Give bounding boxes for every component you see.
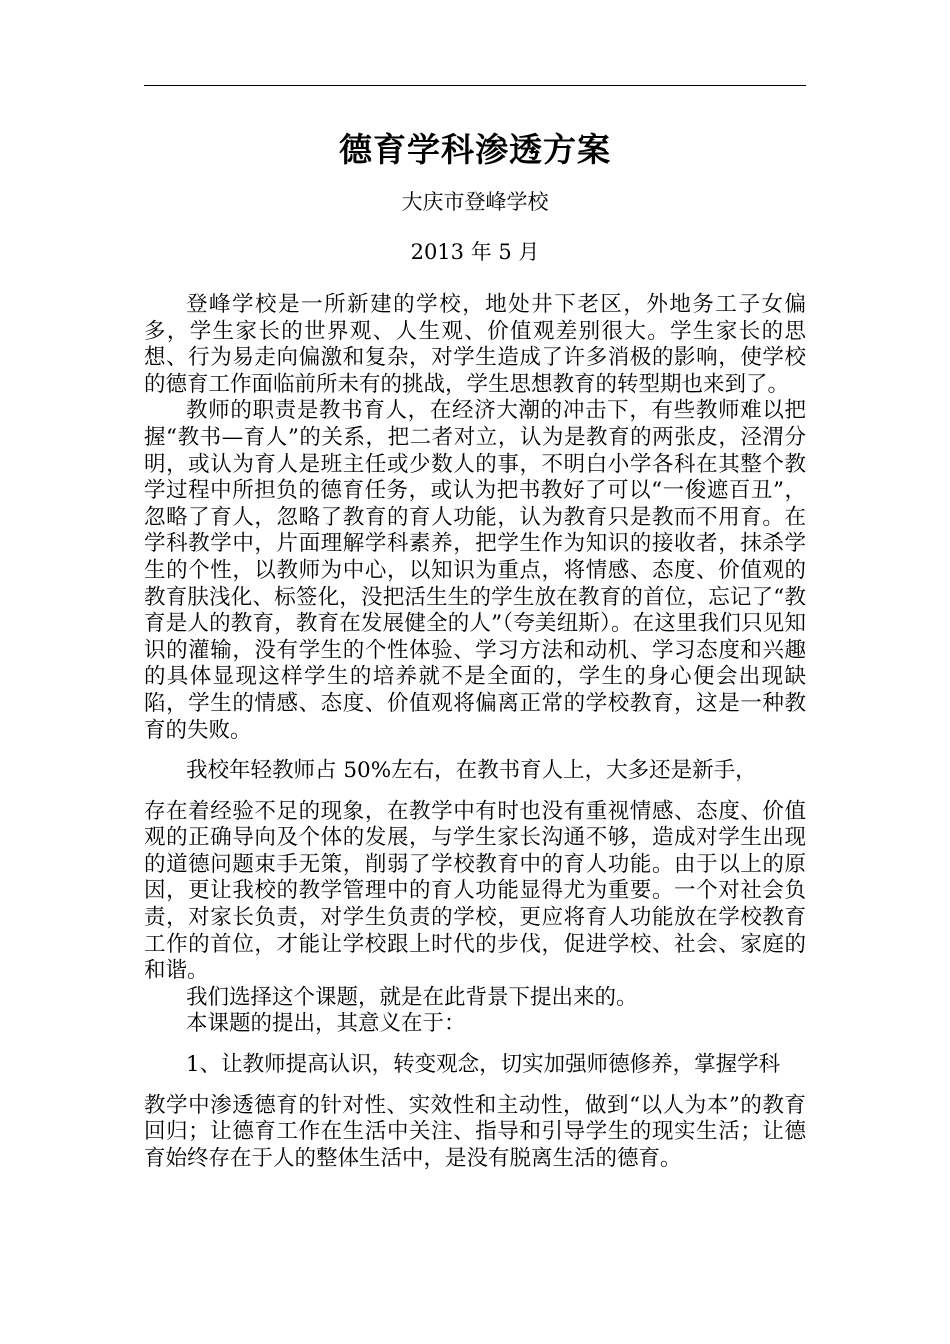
- paragraph-teacher-duty: 教师的职责是教书育人，在经济大潮的冲击下，有些教师难以把握“教书—育人”的关系，把二者对立，认为是教育的两张皮，泾渭分明，或认为育人是班主任或少数人的事，不明白小学各科在其整个教学过程中所担负的德育任务，或认为把书教好了可以“一俊遮百丑”，忽略了育人，忽略了教育的育人功能，认为教育只是教而不用育。在学科教学中，片面理解学科素养，把学生作为知识的接收者，抹杀学生的个性，以教师为中心，以知识为重点，将情感、态度、价值观的教育肤浅化、标签化，没把活生生的学生放在教育的首位，忘记了“教育是人的教育，教育在发展健全的人”（夸美纽斯）。在这里我们只见知识的灌输，没有学生的个性体验、学习方法和动机、学习态度和兴趣的具体显现这样学生的培养就不是全面的，学生的身心便会出现缺陷，学生的情感、态度、价值观将偏离正常的学校教育，这是一种教育的失败。: [144, 398, 806, 743]
- paragraph-background: 登峰学校是一所新建的学校，地处井下老区，外地务工子女偏多，学生家长的世界观、人生观、价值观差别很大。学生家长的思想、行为易走向偏激和复杂，对学生造成了许多消极的影响，使学校的德育工作面临前所未有的挑战，学生思想教育的转型期也来到了。: [144, 292, 806, 397]
- paragraph-point-1-start: 1、让教师提高认识，转变观念，切实加强师德修养，掌握学科: [186, 1052, 781, 1078]
- school-name: 大庆市登峰学校: [401, 190, 549, 214]
- document-title: 德育学科渗透方案: [339, 130, 611, 169]
- document-body: [144, 292, 806, 1172]
- header-rule: [144, 85, 806, 86]
- paragraph-young-teachers-cont: 存在着经验不足的现象，在教学中有时也没有重视情感、态度、价值观的正确导向及个体的发展，与学生家长沟通不够，造成对学生出现的道德问题束手无策，削弱了学校教育中的育人功能。由于以上的原因，更让我校的教学管理中的育人功能显得尤为重要。一个对社会负责，对家长负责，对学生负责的学校，更应将育人功能放在学校教育工作的首位，才能让学校跟上时代的步伐，促进学校、社会、家庭的和谐。: [144, 798, 806, 984]
- document-date: 2013 年 5 月: [410, 240, 540, 264]
- paragraph-significance-intro: 本课题的提出，其意义在于：: [186, 1011, 466, 1037]
- paragraph-topic-choice: 我们选择这个课题，就是在此背景下提出来的。: [186, 984, 638, 1010]
- paragraph-point-1-cont: 教学中渗透德育的针对性、实效性和主动性，做到“以人为本”的教育回归；让德育工作在生活中关注、指导和引导学生的现实生活；让德育始终存在于人的整体生活中，是没有脱离生活的德育。: [144, 1092, 806, 1171]
- paragraph-young-teachers-start: 我校年轻教师占 50%左右，在教书育人上，大多还是新手，: [186, 758, 757, 784]
